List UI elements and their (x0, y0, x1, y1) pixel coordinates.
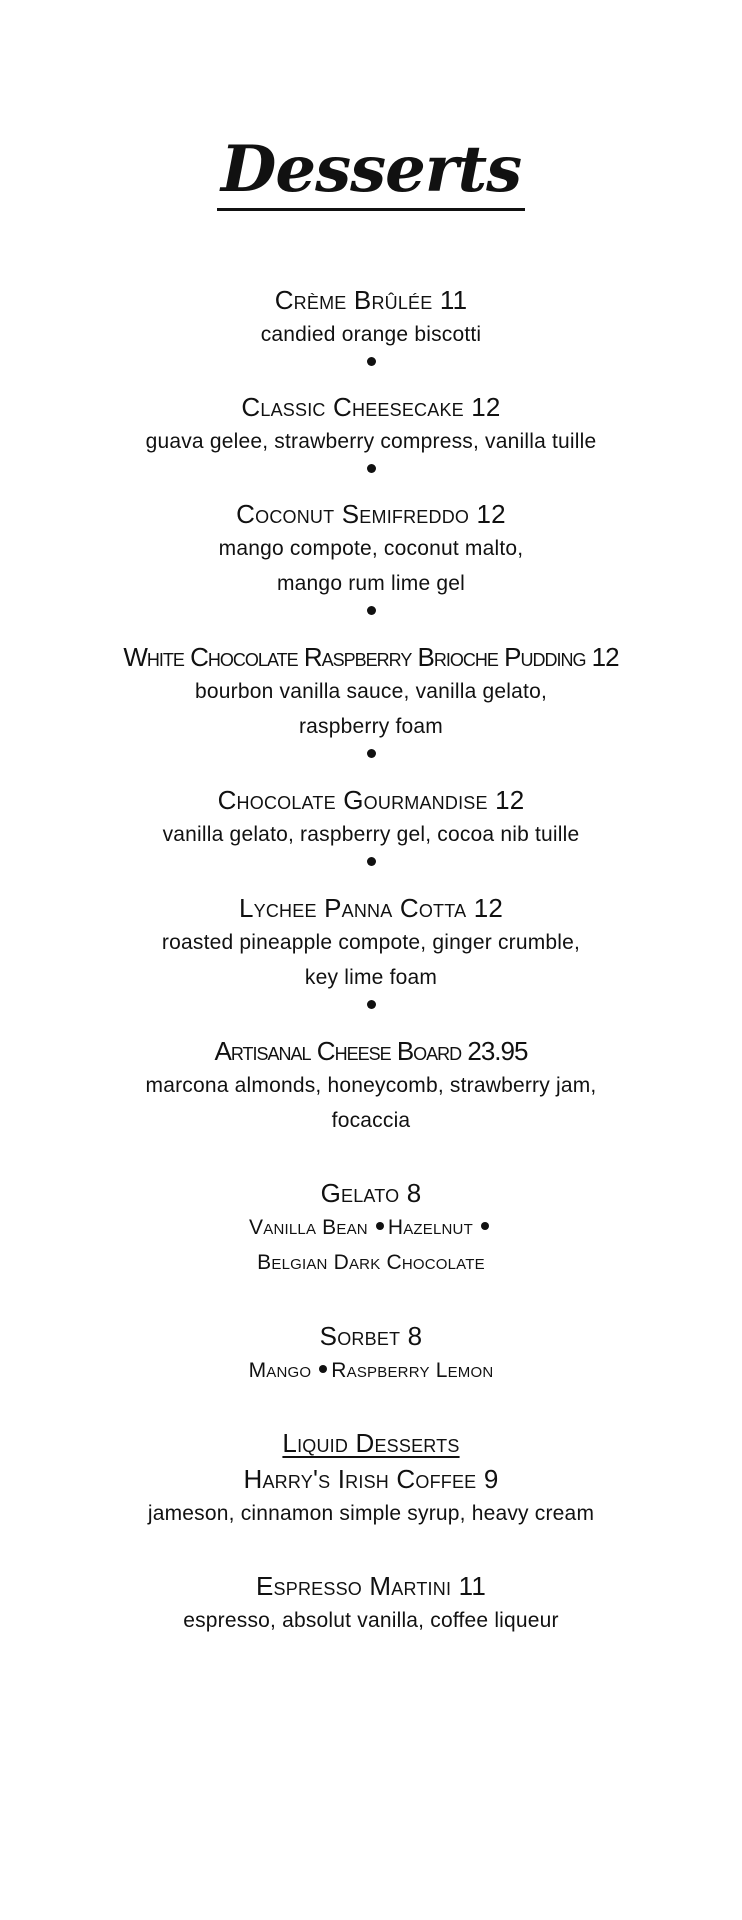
flavor: Raspberry Lemon (331, 1359, 494, 1382)
item-description: raspberry foam (298, 715, 444, 738)
separator (0, 995, 742, 1015)
drink-name-line (0, 1569, 742, 1603)
bullet-icon (376, 1222, 384, 1230)
bullet-icon (367, 357, 376, 366)
item-description: bourbon vanilla sauce, vanilla gelato, (195, 680, 547, 703)
drink-description: jameson, cinnamon simple syrup, heavy cream (147, 1502, 595, 1525)
separator (0, 852, 742, 872)
item-name: Lychee Panna Cotta 12 (238, 893, 504, 923)
item-name: Classic Cheesecake 12 (241, 392, 501, 422)
separator (0, 601, 742, 621)
item-description: guava gelee, strawberry compress, vanilla tuille (145, 430, 597, 453)
bullet-icon (367, 857, 376, 866)
flavor: Vanilla Bean (249, 1216, 368, 1239)
menu-item (0, 783, 742, 872)
drink-name: Espresso Martini (256, 1571, 452, 1601)
liquid-desserts-heading: Liquid Desserts (282, 1428, 460, 1458)
item-description: mango compote, coconut malto, (218, 537, 524, 560)
drink-item (0, 1569, 742, 1638)
menu-item (0, 1034, 742, 1138)
separator (0, 352, 742, 372)
gelato-flavors-line-2 (0, 1245, 742, 1280)
section-heading (0, 1426, 742, 1460)
item-name: Artisanal Cheese Board 23.95 (214, 1036, 528, 1066)
menu-item (0, 891, 742, 1015)
item-description: marcona almonds, honeycomb, strawberry jam, (145, 1074, 597, 1097)
item-description: candied orange biscotti (260, 323, 482, 346)
bullet-icon (367, 464, 376, 473)
flavor: Belgian Dark Chocolate (257, 1251, 485, 1274)
item-name: Chocolate Gourmandise 12 (217, 785, 525, 815)
menu-title (0, 132, 742, 211)
flavor: Hazelnut (387, 1216, 473, 1239)
drink-name: Harry's Irish Coffee (243, 1464, 477, 1494)
separator (0, 459, 742, 479)
gelato-flavors-line-1 (0, 1210, 742, 1245)
item-description: key lime foam (304, 966, 438, 989)
liquid-desserts-section (0, 1426, 742, 1531)
drink-price: 11 (458, 1571, 486, 1601)
item-name: Coconut Semifreddo 12 (236, 499, 506, 529)
item-description: roasted pineapple compote, ginger crumble, (161, 931, 581, 954)
separator (0, 744, 742, 764)
sorbet-flavors (0, 1353, 742, 1388)
drink-description: espresso, absolut vanilla, coffee liqueur (183, 1609, 559, 1632)
menu-item (0, 640, 742, 764)
bullet-icon (367, 606, 376, 615)
bullet-icon (367, 749, 376, 758)
item-name: Gelato 8 (320, 1178, 422, 1208)
gelato-section (0, 1176, 742, 1280)
drink-price: 9 (483, 1464, 499, 1494)
bullet-icon (367, 1000, 376, 1009)
bullet-icon (481, 1222, 489, 1230)
item-name: Crème Brûlée 11 (274, 285, 468, 315)
menu-title-text: Desserts (217, 138, 525, 211)
item-description: mango rum lime gel (276, 572, 465, 595)
bullet-icon (319, 1365, 327, 1373)
item-description: focaccia (331, 1109, 411, 1132)
menu-item (0, 390, 742, 479)
drink-name-line (0, 1462, 742, 1496)
menu-item (0, 497, 742, 621)
menu-item (0, 283, 742, 372)
sorbet-section (0, 1319, 742, 1388)
item-name: Sorbet 8 (319, 1321, 423, 1351)
item-description: vanilla gelato, raspberry gel, cocoa nib tuille (162, 823, 580, 846)
flavor: Mango (248, 1359, 312, 1382)
item-name: White Chocolate Raspberry Brioche Pudding 12 (123, 642, 619, 672)
